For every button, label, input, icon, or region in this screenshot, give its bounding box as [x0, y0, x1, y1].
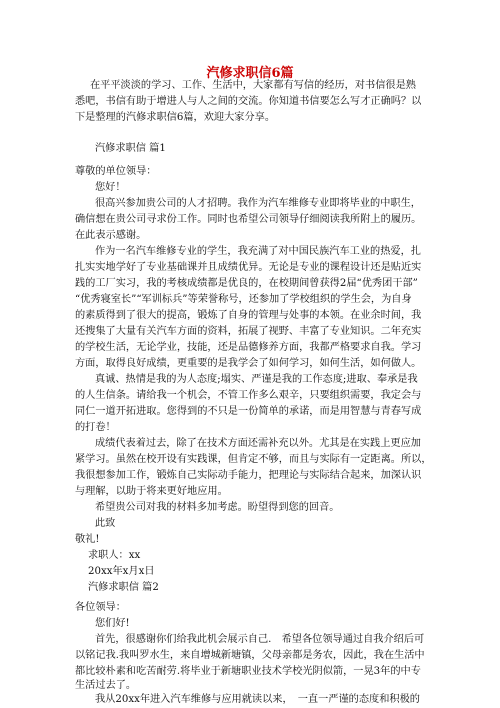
body-line: 同仁一道开拓进取。您得到的不只是一份简单的承诺，而是用智慧与青春写成	[75, 406, 422, 417]
body-line: 的素质得到了很大的提高，锻炼了自身的管理与处事的本领。在业余时间，我	[75, 310, 422, 321]
document-title: 汽修求职信6篇	[206, 66, 294, 81]
signature-line: 求职人：xx	[88, 550, 141, 561]
section-heading: 汽修求职信 篇1	[95, 143, 166, 154]
body-line: 我很想参加工作，锻炼自己实际动手能力，把理论与实际结合起来，加深认识	[75, 470, 422, 481]
body-line: 的打卷！	[75, 422, 116, 433]
body-line: 作为一名汽车维修专业的学生，我充满了对中国民族汽车工业的热爱，扎	[95, 246, 421, 257]
body-line: 的人生信条。请给我一个机会，不管工作多么艰辛，只要组织需要，我定会与	[75, 390, 422, 401]
body-line: 希望贵公司对我的材料多加考虑。盼望得到您的回音。	[95, 502, 340, 513]
body-line: 首先，很感谢你们给我此机会展示自己. 希望各位领导通过自我介绍后可	[95, 634, 425, 645]
body-line: 扎实实地学好了专业基础课并且成绩优异。无论是专业的课程设计还是贴近实	[75, 262, 422, 273]
body-line: 确信想在贵公司寻求份工作。同时也希望公司领导仔细阅读我所附上的履历。	[75, 214, 422, 225]
body-line: 的学校生活，无论学业，技能，还是品德修养方面，我都严格要求自我。学习	[75, 342, 422, 353]
closing-line: 此致	[95, 518, 116, 529]
body-line: 很高兴参加贵公司的人才招聘。我作为汽车维修专业即将毕业的中职生，	[95, 198, 421, 209]
body-line: 方面，取得良好成绩，更重要的是我学会了如何学习，如何生活，如何做人。	[75, 358, 422, 369]
body-line: 在此表示感谢。	[75, 230, 147, 241]
section-heading: 汽修求职信 篇2	[88, 582, 159, 593]
body-line: 我从20xx年进入汽车维修与应用就读以来， 一直一严谨的态度和积极的	[95, 694, 420, 705]
date-line: 20xx年x月x日	[88, 566, 155, 577]
body-line: 与理解，以助于将来更好地应用。	[75, 486, 228, 497]
intro-line: 在平平淡淡的学习、工作、生活中，大家都有写信的经历，对书信很是熟	[90, 80, 416, 91]
body-line: 还搜集了大量有关汽车方面的资料，拓展了视野、丰富了专业知识。二年充实	[75, 326, 422, 337]
body-line: 成绩代表着过去，除了在技术方面还需补充以外。尤其是在实践上更应加	[95, 438, 421, 449]
greeting: 您们好!	[95, 618, 130, 629]
body-line: 紧学习。虽然在校开设有实践课，但肯定不够，而且与实际有一定距离。所以，	[75, 454, 432, 465]
intro-line: 下是整理的汽修求职信6篇，欢迎大家分享。	[75, 112, 276, 123]
body-line: “优秀寝室长”“军训标兵”等荣誉称号，还参加了学校组织的学生会，为自身	[75, 294, 412, 305]
body-line: 生活过去了。	[75, 680, 137, 691]
greeting: 您好！	[95, 182, 126, 193]
body-line: 都比较朴素和吃苦耐劳.将毕业于新塘职业技术学校光阴似箭，一晃3年的中专	[75, 666, 421, 677]
body-line: 以铭记我.我叫罗水生，来自增城新塘镇，父母亲都是务农，因此，我在生活中	[75, 650, 425, 661]
salutation: 尊敬的单位领导：	[75, 166, 157, 177]
body-line: 践的工厂实习，我的考核成绩都是优良的，在校期间曾获得2届“优秀团干部”	[75, 278, 418, 289]
salutation: 各位领导：	[75, 602, 126, 613]
closing-line: 敬礼!	[75, 534, 100, 545]
body-line: 真诚、热情是我的为人态度;塌实、严谨是我的工作态度;进取、奉承是我	[95, 374, 418, 385]
intro-line: 悉吧，书信有助于增进人与人之间的交流。你知道书信要怎么写才正确吗？以	[75, 96, 422, 107]
